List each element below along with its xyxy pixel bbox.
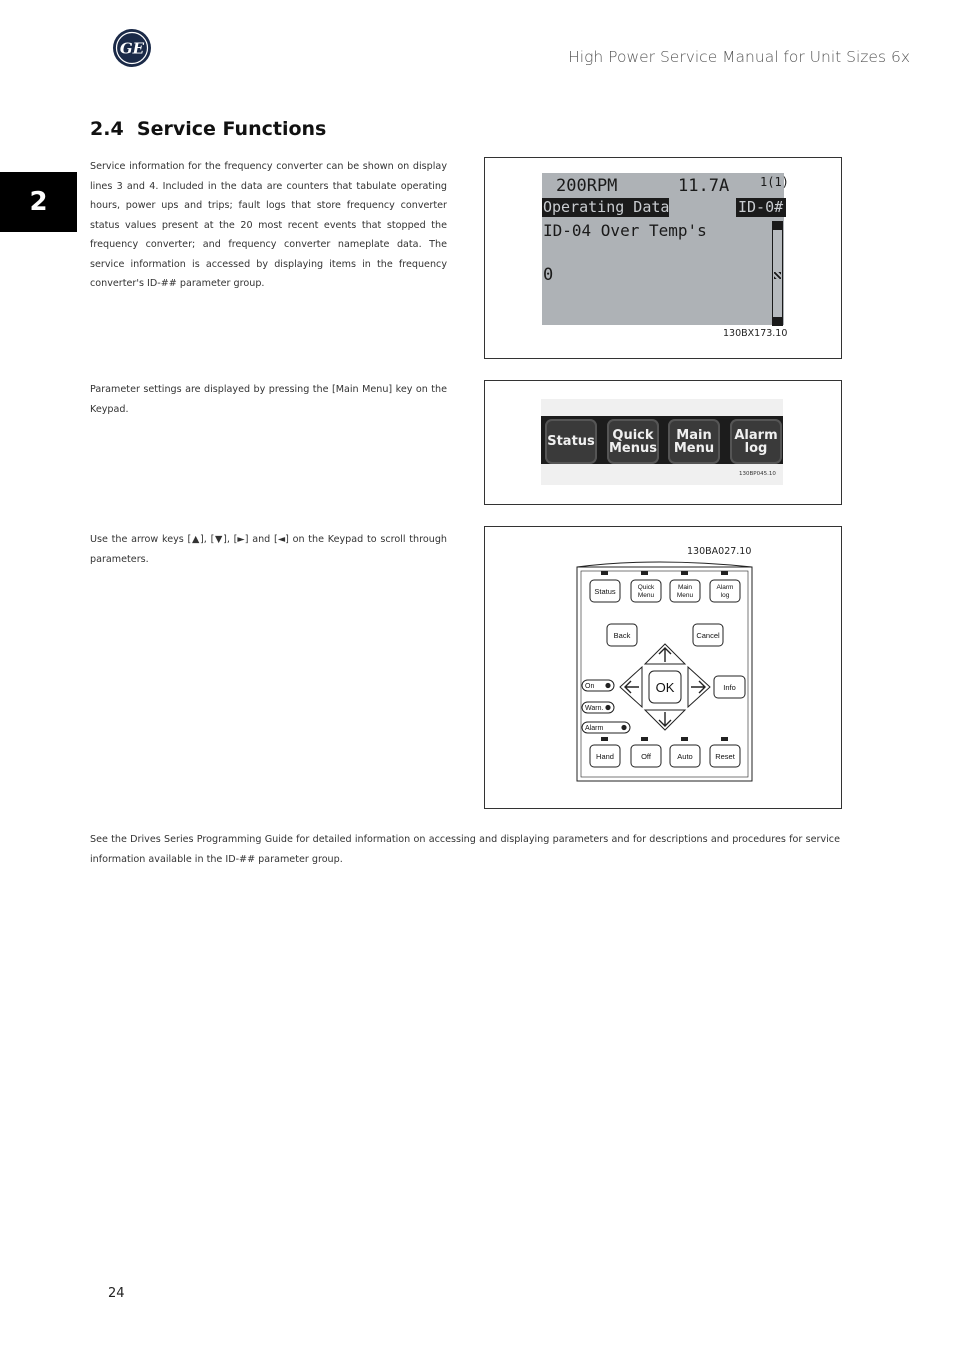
status-key-label: Status [547,434,595,449]
alarm-indicator-label: Alarm [585,725,604,732]
off-key-label: Off [641,752,651,761]
lcd-screen [542,173,789,325]
lcd-parameter-group: ID-0# [736,198,786,217]
back-key-label: Back [613,631,631,640]
quick-menus-key-label-2: Menus [608,440,657,456]
scroll-up-icon [773,222,782,230]
section-heading [90,118,326,140]
quick-menus-key [607,419,659,464]
lcd-parameter-name: ID-04 Over Temp's [543,221,707,240]
alarm-log-key-label-1: Alarm [734,427,778,443]
main-menu-key [668,419,720,464]
info-key-label: Info [723,683,736,692]
main-menu-key-label-1: Main [676,427,712,443]
logo-lettering: GE [119,39,145,58]
paragraph-service-info: Service information for the frequency converter can be shown on display lines 3 and 4. Included in the data are counters that tabulate operating hours, power ups and trips; fault logs that store frequency converter status values present at the 20 most recent events that stopped the frequency converter; and frequency converter nameplate data. The service information is accessed by displaying items in the frequency converter's ID-## parameter group. [90,161,447,289]
warn-indicator-label: Warn. [585,705,604,712]
on-indicator-label: On [585,683,595,690]
paragraph-parameter-settings: Parameter settings are displayed by pressing the [Main Menu] key on the Keypad. [90,384,447,415]
alarm-log-key-label-2: log [720,592,730,599]
menu-key-bar [541,399,783,485]
keypad-drawing [485,527,841,808]
section-title: Service Functions [136,118,327,140]
auto-key-label: Auto [677,752,693,761]
lcd-speed: 200RPM [556,176,618,196]
figure-keypad [484,526,842,809]
page-number: 24 [108,1286,125,1301]
document-title: High Power Service Manual for Unit Sizes 6x [568,48,910,66]
alarm-log-key [730,419,782,464]
lcd-setup-indicator: 1(1) [760,175,789,189]
main-menu-key-label-2: Menu [673,440,715,456]
hand-key-label: Hand [596,752,614,761]
main-menu-key-label-2: Menu [676,592,694,599]
scroll-thumb-icon [774,272,781,279]
lcd-current: 11.7A [678,176,730,196]
lcd-parameter-value: 0 [543,265,554,285]
quick-menus-key-label-1: Quick [612,427,654,443]
quick-menu-key-label-2: Menu [637,592,655,599]
ge-logo [112,28,152,68]
quick-menu-key-label-1: Quick [637,584,655,591]
chapter-tab: 2 [0,172,77,232]
ok-key-label: OK [655,680,675,695]
lcd-scrollbar [772,221,783,326]
status-key [545,419,597,464]
paragraph-arrow-keys: Use the arrow keys [▲], [▼], [►] and [◄] on the Keypad to scroll through parameters. [90,534,447,565]
reset-key-label: Reset [715,752,735,761]
lcd-menu-title: Operating Data [543,198,670,216]
scroll-down-icon [773,317,782,325]
paragraph-programming-guide: See the Drives Series Programming Guide for detailed information on accessing and displaying parameters and for descriptions and procedures for service information available in the ID-## parameter group. [90,834,840,865]
figure-code: 130BP045.10 [739,471,776,477]
figure-lcd-display [484,157,842,359]
alarm-log-key-label-2: log [744,440,768,456]
section-number: 2.4 [90,118,124,140]
figure-code: 130BX173.10 [723,328,788,339]
main-menu-key-label-1: Main [677,584,693,591]
alarm-log-key-label-1: Alarm [716,584,734,591]
figure-menu-keys [484,380,842,505]
figure-code: 130BA027.10 [687,546,752,557]
status-key-label: Status [594,587,616,596]
cancel-key-label: Cancel [696,631,720,640]
